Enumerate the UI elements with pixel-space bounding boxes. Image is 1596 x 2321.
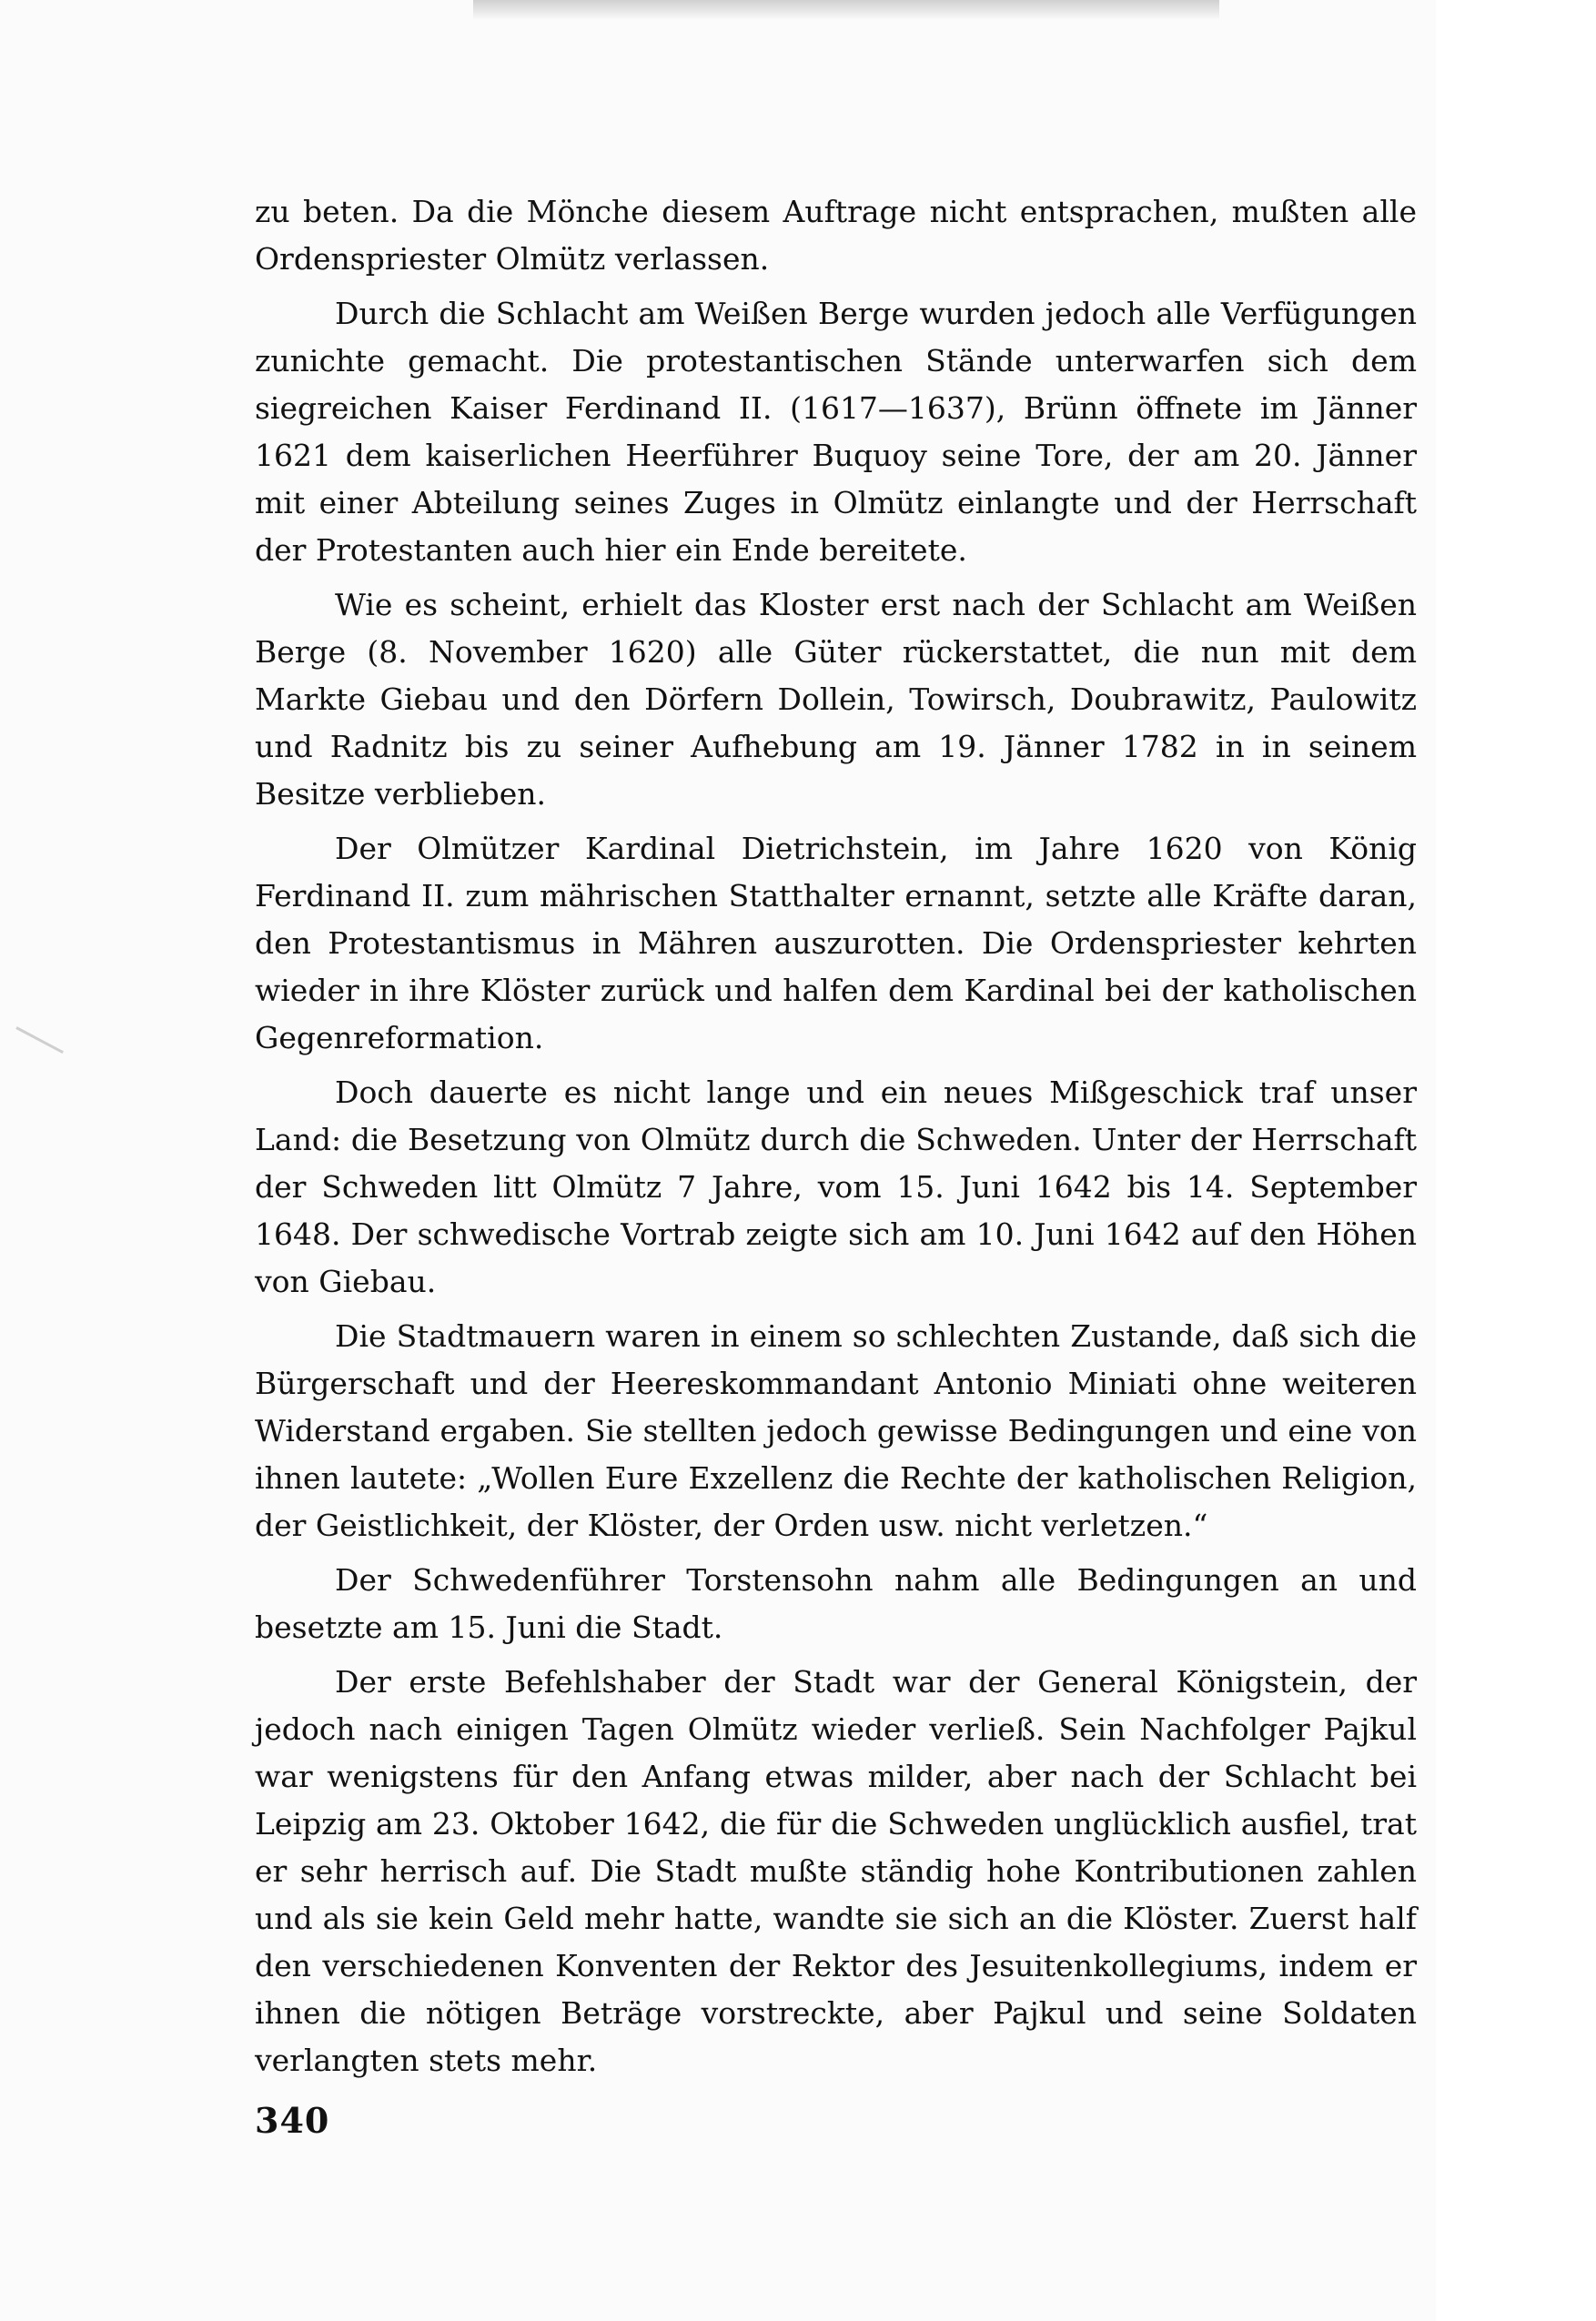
paragraph-7: Der Schwedenführer Torstensohn nahm alle Bedingungen an und besetzte am 15. Juni die Stadt. bbox=[255, 1562, 1417, 1645]
paragraph-1: zu beten. Da die Mönche diesem Auftrage nicht entsprachen, mußten alle Ordenspriester Olmütz verlassen. bbox=[255, 194, 1417, 277]
paragraph-6: Die Stadtmauern waren in einem so schlechten Zustande, daß sich die Bürgerschaft und der Heereskommandant Antonio Miniati ohne weiteren Widerstand ergaben. Sie stellten jedoch gewisse Bedingungen und eine von ihnen lautete: „Wollen Eure Exzellenz die Rechte der katholischen Religion, der Geistlichkeit, der Klöster, der Orden usw. nicht verletzen.“ bbox=[255, 1318, 1417, 1543]
scan-top-shadow bbox=[473, 0, 1219, 20]
paragraph-3: Wie es scheint, erhielt das Kloster erst nach der Schlacht am Weißen Berge (8. November 1620) alle Güter rückerstattet, die nun mit dem Markte Giebau und den Dörfern Dollein, Towirsch, Doubrawitz, Paulowitz und Radnitz bis zu seiner Aufhebung am 19. Jänner 1782 in in seinem Besitze verblieben. bbox=[255, 587, 1417, 812]
paragraph-8: Der erste Befehlshaber der Stadt war der General Königstein, der jedoch nach einigen Tagen Olmütz wieder verließ. Sein Nachfolger Pajkul war wenigstens für den Anfang etwas milder, aber nach der Schlacht bei Leipzig am 23. Oktober 1642, die für die Schweden unglücklich ausfiel, trat er sehr herrisch auf. Die Stadt mußte ständig hohe Kontributionen zahlen und als sie kein Geld mehr hatte, wandte sie sich an die Klöster. Zuerst half den verschiedenen Konventen der Rektor des Jesuitenkollegiums, indem er ihnen die nötigen Beträge vorstreckte, aber Pajkul und seine Soldaten verlangten stets mehr. bbox=[255, 1664, 1417, 2078]
paragraph-4: Der Olmützer Kardinal Dietrichstein, im Jahre 1620 von König Ferdinand II. zum mährischen Statthalter ernannt, setzte alle Kräfte daran, den Protestantismus in Mähren auszurotten. Die Ordenspriester kehrten wieder in ihre Klöster zurück und halfen dem Kardinal bei der katholischen Gegenreformation. bbox=[255, 831, 1417, 1055]
paragraph-2: Durch die Schlacht am Weißen Berge wurden jedoch alle Verfügungen zunichte gemacht. Die protestantischen Stände unterwarfen sich dem siegreichen Kaiser Ferdinand II. (1617—1637), Brünn öffnete im Jänner 1621 dem kaiserlichen Heerführer Buquoy seine Tore, der am 20. Jänner mit einer Abteilung seines Zuges in Olmütz einlangte und der Herrschaft der Protestanten auch hier ein Ende bereitete. bbox=[255, 296, 1417, 568]
page-right-margin bbox=[1436, 0, 1596, 2321]
paragraph-5: Doch dauerte es nicht lange und ein neues Mißgeschick traf unser Land: die Besetzung von Olmütz durch die Schweden. Unter der Herrschaft der Schweden litt Olmütz 7 Jahre, vom 15. Juni 1642 bis 14. September 1648. Der schwedische Vortrab zeigte sich am 10. Juni 1642 auf den Höhen von Giebau. bbox=[255, 1075, 1417, 1299]
scan-artifact bbox=[15, 1026, 64, 1054]
page-number: 340 bbox=[255, 2100, 330, 2141]
body-text bbox=[255, 188, 1417, 2172]
